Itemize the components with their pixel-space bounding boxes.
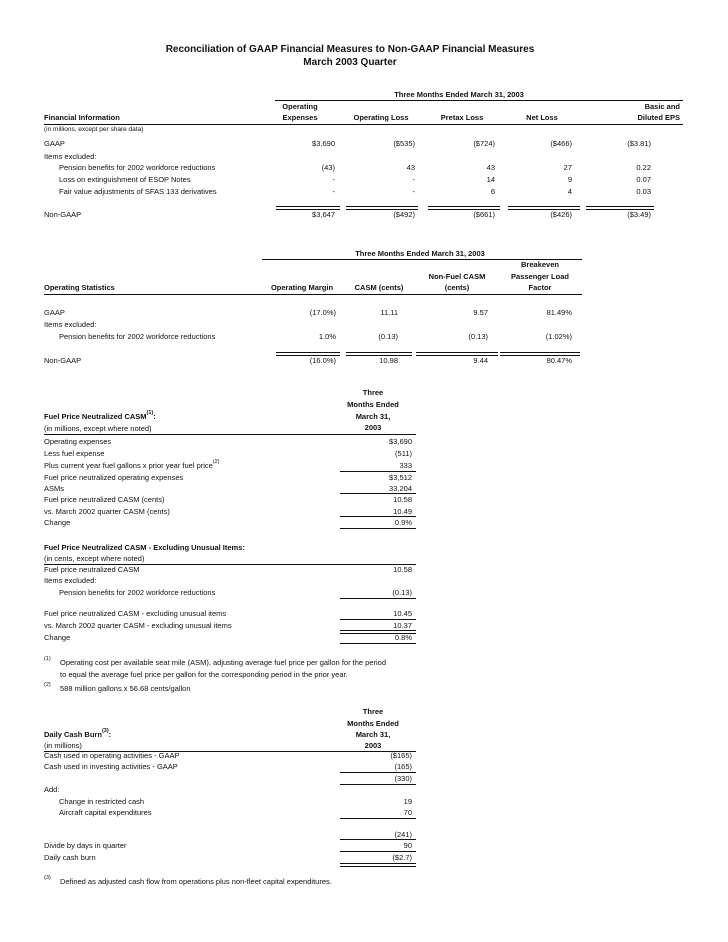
fpn-row-label	[44, 508, 170, 516]
fpx-subtotal-rule	[340, 619, 416, 620]
fpn-row-label	[44, 474, 183, 482]
ops-col-nf-2: (cents)	[444, 283, 470, 292]
fin-row-label: Loss on extinguishment of ESOP Notes	[59, 175, 191, 184]
cash-row-value: (330)	[394, 774, 412, 783]
cash-subtotal-rule	[340, 772, 416, 773]
fin-row-value: -	[412, 187, 415, 196]
ops-row-label: Items excluded:	[44, 320, 97, 329]
cash-row-label: Daily cash burn	[44, 853, 96, 862]
fpx-row-label: Pension benefits for 2002 workforce reductions	[59, 588, 216, 597]
fin-col-eps-1: Basic and	[644, 102, 680, 111]
fpn-row-label-text: vs. March 2002 quarter CASM (cents)	[44, 507, 170, 516]
fin-row-value: 0.22	[636, 163, 651, 172]
fpn-col-head-3: March 31,	[355, 412, 391, 421]
fin-row-value: 43	[486, 163, 495, 172]
cash-col-head-4: 2003	[364, 741, 382, 750]
fin-label: Financial Information	[44, 113, 120, 122]
fpn-row-label-text: Change	[44, 518, 71, 527]
fpx-title: Fuel Price Neutralized CASM - Excluding Unusual Items:	[44, 543, 245, 552]
fin-row-label: Non-GAAP	[44, 210, 82, 219]
cash-row-value: ($165)	[390, 751, 412, 760]
page-title: Reconciliation of GAAP Financial Measures to Non-GAAP Financial Measures	[165, 44, 535, 55]
fpx-row-label: vs. March 2002 quarter CASM - excluding unusual items	[44, 621, 232, 630]
fpx-row-label: Fuel price neutralized CASM	[44, 565, 140, 574]
fpn-total-rule	[340, 528, 416, 529]
fpn-title-colon: :	[153, 412, 156, 421]
fin-row-value: ($3.49)	[627, 210, 651, 219]
fpn-sublabel: (in millions, except where noted)	[44, 424, 152, 433]
fpn-subtotal-rule	[340, 471, 416, 472]
ops-row-value: 1.0%	[318, 332, 336, 341]
cash-title-colon: :	[108, 730, 112, 739]
fin-col-oploss: Operating Loss	[353, 113, 409, 122]
ops-row-value: 81.49%	[546, 308, 572, 317]
fpn-row-footnote-ref: (2)	[212, 459, 220, 465]
fpx-sublabel: (in cents, except where noted)	[44, 554, 145, 563]
cash-title-text: Daily Cash Burn	[44, 730, 102, 739]
fin-col-opexp-2: Expenses	[282, 113, 318, 122]
footnote-1-line: to equal the average fuel price per gallon for the corresponding period in the prior year.	[60, 670, 348, 679]
fin-row-label: GAAP	[44, 139, 65, 148]
fpx-subtotal-rule	[340, 598, 416, 599]
ops-row-value: 80.47%	[546, 356, 572, 365]
fpx-row-label: Change	[44, 633, 71, 642]
page-subtitle: March 2003 Quarter	[303, 57, 397, 68]
fpx-row-label: Fuel price neutralized CASM - excluding unusual items	[44, 609, 227, 618]
fpn-col-head-2: Months Ended	[347, 400, 399, 409]
ops-col-be-1: Breakeven	[521, 260, 559, 269]
fpx-total-rule	[340, 643, 416, 644]
fin-row-value: 4	[567, 187, 572, 196]
cash-row-value: (241)	[394, 830, 412, 839]
cash-subtotal-rule	[340, 818, 416, 819]
cash-col-head-2: Months Ended	[347, 719, 399, 728]
cash-row-value: 70	[403, 808, 412, 817]
fin-total-rule	[508, 206, 580, 210]
fin-col-eps-2: Diluted EPS	[637, 113, 680, 122]
ops-row-value: (16.0%)	[309, 356, 336, 365]
fpn-row-label-text: Plus current year fuel gallons x prior year fuel price	[44, 461, 213, 470]
fpn-row-value: $3,512	[389, 473, 412, 482]
cash-row-label: Cash used in operating activities - GAAP	[44, 751, 180, 760]
ops-col-nf-1: Non-Fuel CASM	[428, 272, 486, 281]
footnote-1-line: Operating cost per available seat mile (ASM), adjusting average fuel price per gallon for the period	[60, 658, 387, 667]
ops-row-label: Non-GAAP	[44, 356, 82, 365]
fin-row-value: ($724)	[473, 139, 495, 148]
fin-row-value: ($426)	[550, 210, 572, 219]
fpn-row-value: 0.9%	[394, 518, 412, 527]
fpn-row-label	[44, 438, 111, 446]
fpn-header-rule	[44, 434, 416, 435]
cash-row-label: Cash used in investing activities - GAAP	[44, 762, 178, 771]
fpn-row-value: 10.58	[393, 495, 412, 504]
fin-row-value: $3,690	[312, 139, 335, 148]
fpn-row-value: 10.49	[393, 507, 412, 516]
ops-row-label: GAAP	[44, 308, 65, 317]
fin-row-value: 14	[486, 175, 495, 184]
fin-total-rule	[428, 206, 500, 210]
footnote-1-mark: (2)	[44, 682, 51, 688]
fin-sublabel: (in millions, except per share data)	[44, 126, 144, 133]
fin-row-value: -	[412, 175, 415, 184]
ops-row-label: Pension benefits for 2002 workforce reductions	[59, 332, 216, 341]
fin-row-value: 43	[406, 163, 415, 172]
cash-row-label: Divide by days in quarter	[44, 841, 127, 850]
fpx-row-value: (0.13)	[392, 588, 412, 597]
ops-col-be-2: Passenger Load	[511, 272, 569, 281]
cash-sublabel: (in millions)	[44, 741, 82, 750]
ops-header-rule	[44, 294, 582, 295]
fin-row-value: ($466)	[550, 139, 572, 148]
footnote-2-mark: (3)	[44, 875, 51, 881]
cash-subtotal-rule	[340, 851, 416, 852]
fpn-row-label-text: Fuel price neutralized CASM (cents)	[44, 495, 165, 504]
fpx-row-label: Items excluded:	[44, 576, 97, 585]
fpn-row-label-text: Operating expenses	[44, 437, 112, 446]
cash-row-label: Add:	[44, 785, 60, 794]
fin-row-value: -	[332, 175, 335, 184]
cash-subtotal-rule	[340, 839, 416, 840]
fpn-row-label	[44, 450, 104, 458]
fin-row-value: ($3.81)	[627, 139, 651, 148]
fin-total-rule	[586, 206, 654, 210]
fin-row-value: 27	[563, 163, 572, 172]
ops-row-value: 11.11	[380, 308, 398, 317]
fpn-subtotal-rule	[340, 493, 416, 494]
cash-title	[44, 728, 112, 739]
fin-row-value: 9	[567, 175, 572, 184]
cash-footnote-ref: (3)	[101, 728, 109, 734]
footnote-1-mark: (1)	[44, 656, 51, 662]
fin-row-value: 6	[490, 187, 495, 196]
fin-row-label: Pension benefits for 2002 workforce reductions	[59, 163, 216, 172]
fpn-row-label-text: Less fuel expense	[44, 449, 105, 458]
fin-row-label: Items excluded:	[44, 152, 97, 161]
fpn-title-text: Fuel Price Neutralized CASM	[44, 412, 147, 421]
fpn-row-label	[44, 519, 70, 527]
cash-row-value: 19	[403, 797, 412, 806]
fpn-row-value: $3,690	[389, 437, 412, 446]
ops-col-be-3: Factor	[528, 283, 552, 292]
fin-col-netloss: Net Loss	[526, 113, 558, 122]
ops-period-header: Three Months Ended March 31, 2003	[355, 249, 485, 258]
cash-row-label: Change in restricted cash	[59, 797, 145, 806]
fin-period-rule	[275, 100, 683, 101]
cash-col-head-3: March 31,	[355, 730, 391, 739]
ops-total-rule	[346, 352, 412, 356]
fpn-row-label	[44, 496, 164, 504]
ops-row-value: (1.02%)	[545, 332, 572, 341]
fin-row-value: $3,647	[312, 210, 335, 219]
cash-row-value: 90	[403, 841, 412, 850]
ops-row-value: 9.57	[473, 308, 488, 317]
ops-col-casm: CASM (cents)	[354, 283, 404, 292]
fpn-row-label	[44, 485, 64, 493]
ops-row-value: 9.44	[473, 356, 488, 365]
ops-row-value: (0.13)	[378, 332, 398, 341]
fpn-col-head-1: Three	[362, 388, 384, 397]
fpn-col-head-4: 2003	[364, 423, 382, 432]
fpn-row-value: (511)	[395, 449, 412, 458]
cash-row-label: Aircraft capital expenditures	[59, 808, 152, 817]
ops-total-rule	[416, 352, 498, 356]
fin-row-label: Fair value adjustments of SFAS 133 derivatives	[59, 187, 217, 196]
ops-label: Operating Statistics	[44, 283, 115, 292]
fin-period-header: Three Months Ended March 31, 2003	[394, 90, 524, 99]
footnote-2-line: Defined as adjusted cash flow from operations plus non-fleet capital expenditures.	[60, 877, 332, 886]
fpx-row-value: 10.45	[393, 609, 412, 618]
fpn-subtotal-rule	[340, 516, 416, 517]
fin-row-value: (43)	[321, 163, 335, 172]
cash-row-value: (165)	[394, 762, 412, 771]
cash-col-head-1: Three	[362, 707, 384, 716]
fin-header-rule	[44, 124, 683, 125]
fpn-row-label	[44, 459, 220, 470]
fpn-footnote-ref: (1)	[146, 410, 154, 416]
ops-col-margin: Operating Margin	[270, 283, 334, 292]
fpx-row-value: 10.58	[393, 565, 412, 574]
fpn-row-value: 33,204	[389, 484, 412, 493]
ops-total-rule	[500, 352, 580, 356]
fin-row-value: 0.07	[636, 175, 651, 184]
fin-row-value: -	[332, 187, 335, 196]
fpn-row-label-text: ASMs	[44, 484, 65, 493]
fin-total-rule	[276, 206, 340, 210]
ops-row-value: (0.13)	[468, 332, 488, 341]
fin-row-value: ($492)	[393, 210, 415, 219]
fpx-total-rule	[340, 630, 416, 634]
fpn-row-value: 333	[399, 461, 412, 470]
fin-col-opexp-1: Operating	[282, 102, 318, 111]
fin-col-pretax: Pretax Loss	[440, 113, 484, 122]
cash-subtotal-rule	[340, 784, 416, 785]
footnote-1-line: 588 million gallons x 56.68 cents/gallon	[60, 684, 191, 693]
fin-row-value: 0.03	[636, 187, 651, 196]
fpn-title	[44, 410, 156, 421]
ops-row-value: 10.98	[379, 356, 398, 365]
fpn-row-label-text: Fuel price neutralized operating expenses	[44, 473, 184, 482]
ops-total-rule	[276, 352, 340, 356]
fin-row-value: ($535)	[393, 139, 415, 148]
fpx-row-value: 0.8%	[394, 633, 412, 642]
cash-total-rule	[340, 863, 416, 867]
fin-total-rule	[346, 206, 418, 210]
fin-row-value: ($661)	[473, 210, 495, 219]
fpx-row-value: 10.37	[393, 621, 412, 630]
ops-row-value: (17.0%)	[309, 308, 336, 317]
cash-row-value: ($2.7)	[392, 853, 412, 862]
